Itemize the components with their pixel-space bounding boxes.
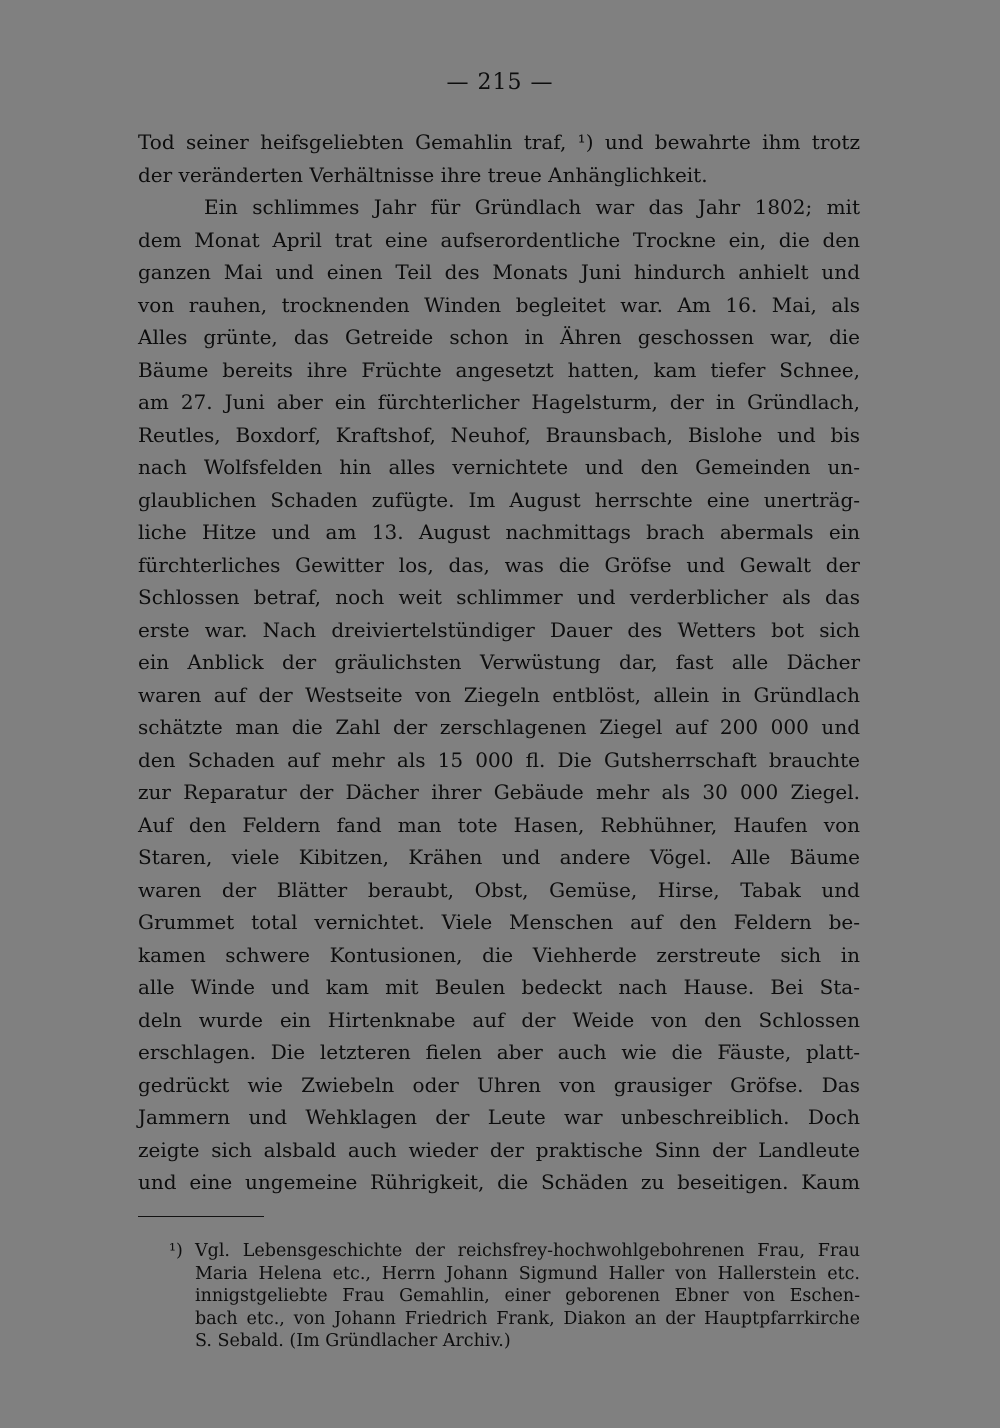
text-line: Alles grünte, das Getreide schon in Ähren geschossen war, die — [138, 325, 860, 349]
text-line: dem Monat April trat eine aufserordentliche Trockne ein, die den — [138, 227, 860, 252]
text-line: Reutles, Boxdorf, Kraftshof, Neuhof, Braunsbach, Bislohe und bis — [138, 422, 860, 447]
text-line: ein Anblick der gräulichsten Verwüstung dar, fast alle Dächer — [138, 650, 860, 674]
text-line: erste war. Nach dreiviertelstündiger Dauer des Wetters bot sich — [138, 617, 860, 642]
text-line: glaublichen Schaden zufügte. Im August herrschte eine unerträg- — [138, 487, 860, 512]
footnote-line: Vgl. Lebensgeschichte der reichsfrey-hochwohlgebohrenen Frau, Frau — [195, 1241, 860, 1261]
text-line: waren der Blätter beraubt, Obst, Gemüse, Hirse, Tabak und — [138, 877, 860, 902]
footnote-line: Maria Helena etc., Herrn Johann Sigmund Haller von Hallerstein etc. — [195, 1263, 860, 1284]
footnote-divider — [138, 1216, 264, 1217]
text-line: Grummet total vernichtet. Viele Menschen auf den Feldern be- — [138, 910, 860, 934]
main-text — [138, 126, 860, 1199]
text-line: fürchterliches Gewitter los, das, was die Gröfse und Gewalt der — [138, 552, 860, 577]
text-line: Bäume bereits ihre Früchte angesetzt hatten, kam tiefer Schnee, — [138, 357, 860, 382]
text-line: Schlossen betraf, noch weit schlimmer und verderblicher als das — [138, 585, 860, 609]
footnote-marker: ¹) — [169, 1241, 183, 1261]
footnote-line: bach etc., von Johann Friedrich Frank, Diakon an der Hauptpfarrkirche — [195, 1308, 860, 1329]
text-line: Staren, viele Kibitzen, Krähen und andere Vögel. Alle Bäume — [138, 845, 860, 869]
text-line: schätzte man die Zahl der zerschlagenen Ziegel auf 200 000 und — [138, 715, 860, 739]
text-line: nach Wolfsfelden hin alles vernichtete und den Gemeinden un- — [138, 455, 860, 479]
page-number: — 215 — — [446, 70, 554, 95]
text-line: Jammern und Wehklagen der Leute war unbeschreiblich. Doch — [138, 1105, 860, 1129]
text-line: ganzen Mai und einen Teil des Monats Juni hindurch anhielt und — [138, 260, 860, 284]
text-line: erschlagen. Die letzteren fielen aber auch wie die Fäuste, platt- — [138, 1040, 860, 1064]
text-line: der veränderten Verhältnisse ihre treue Anhänglichkeit. — [138, 162, 708, 187]
text-line: zur Reparatur der Dächer ihrer Gebäude mehr als 30 000 Ziegel. — [138, 780, 860, 804]
text-line: deln wurde ein Hirtenknabe auf der Weide von den Schlossen — [138, 1007, 860, 1032]
text-line: zeigte sich alsbald auch wieder der praktische Sinn der Landleute — [138, 1137, 860, 1162]
text-line: gedrückt wie Zwiebeln oder Uhren von grausiger Gröfse. Das — [138, 1072, 860, 1097]
text-line: Tod seiner heifsgeliebten Gemahlin traf, ¹) und bewahrte ihm trotz — [138, 130, 860, 154]
text-line: liche Hitze und am 13. August nachmittags brach abermals ein — [138, 520, 860, 544]
text-line: alle Winde und kam mit Beulen bedeckt nach Hause. Bei Sta- — [138, 975, 860, 999]
text-line: Auf den Feldern fand man tote Hasen, Rebhühner, Haufen von — [138, 812, 860, 837]
text-line: und eine ungemeine Rührigkeit, die Schäden zu beseitigen. Kaum — [138, 1170, 860, 1194]
text-line: waren auf der Westseite von Ziegeln entblöst, allein in Gründlach — [138, 682, 860, 707]
text-line: den Schaden auf mehr als 15 000 fl. Die Gutsherrschaft brauchte — [138, 747, 860, 772]
text-line: von rauhen, trocknenden Winden begleitet war. Am 16. Mai, als — [138, 292, 860, 317]
text-line: Ein schlimmes Jahr für Gründlach war das Jahr 1802; mit — [204, 195, 860, 219]
text-line: kamen schwere Kontusionen, die Viehherde zerstreute sich in — [138, 942, 860, 967]
footnote — [169, 1240, 860, 1353]
text-line: am 27. Juni aber ein fürchterlicher Hagelsturm, der in Gründlach, — [138, 390, 860, 414]
footnote-line: innigstgeliebte Frau Gemahlin, einer geborenen Ebner von Eschen- — [195, 1286, 860, 1306]
footnote-line: S. Sebald. (Im Gründlacher Archiv.) — [195, 1331, 511, 1351]
